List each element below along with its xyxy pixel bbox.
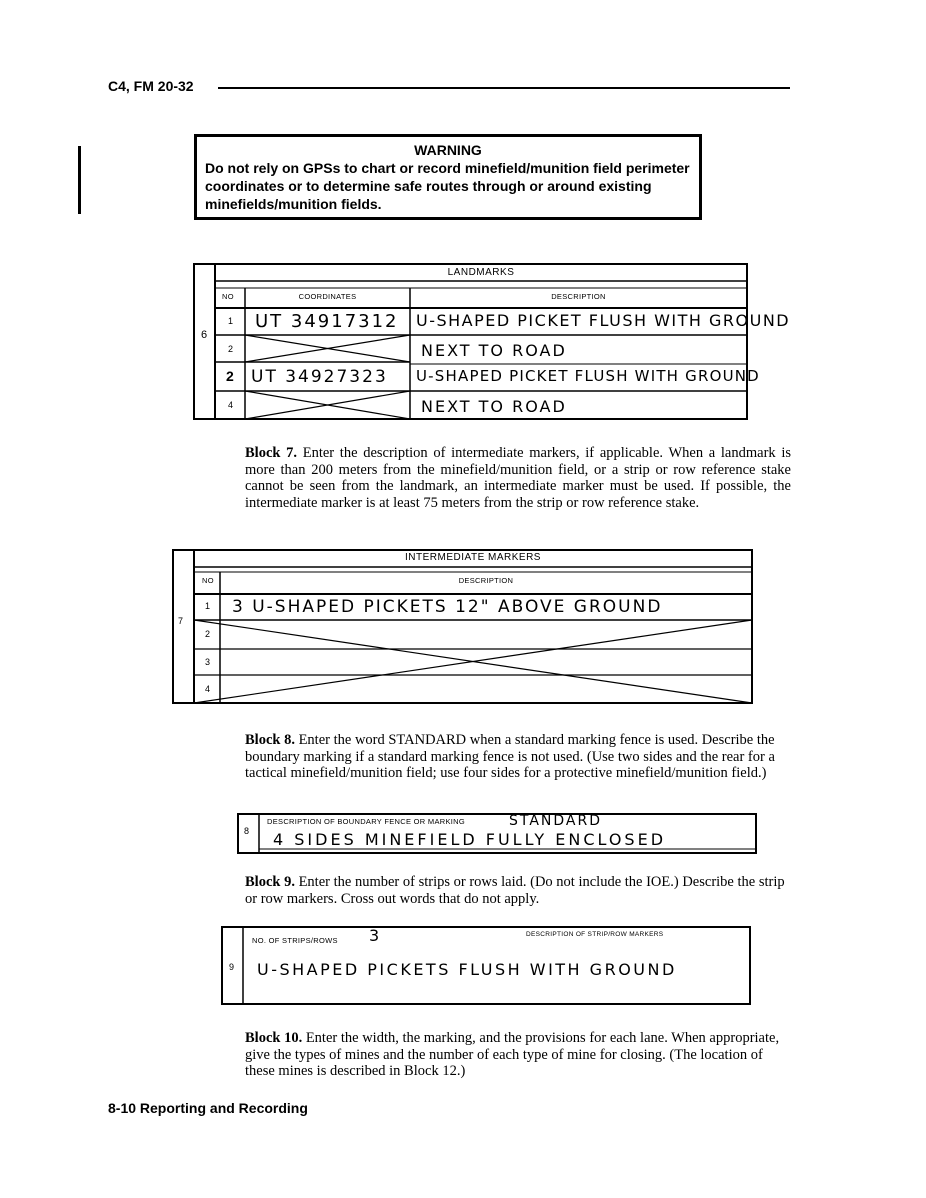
row-no: 3	[205, 657, 211, 667]
row-no: 1	[205, 601, 211, 611]
col-header-coordinates: COORDINATES	[298, 292, 357, 301]
form-title: INTERMEDIATE MARKERS	[405, 552, 541, 563]
row-no: 4	[228, 400, 234, 410]
coordinates-value: UT 34917312	[255, 311, 399, 332]
description-value: NEXT TO ROAD	[421, 341, 567, 360]
description-value: U-SHAPED PICKET FLUSH WITH GROUND	[416, 311, 791, 330]
strip-description: U-SHAPED PICKETS FLUSH WITH GROUND	[257, 960, 677, 979]
block10-paragraph	[245, 1030, 791, 1080]
block-number: 9	[229, 962, 235, 972]
block-number: 7	[178, 616, 184, 626]
col-header-description: DESCRIPTION	[551, 292, 606, 301]
intermediate-grid	[172, 549, 756, 705]
block-label: Block 8.	[245, 732, 295, 748]
row-no: 4	[205, 684, 211, 694]
block-number: 8	[244, 826, 250, 836]
block-number: 6	[201, 329, 208, 341]
row-no: 2	[226, 368, 234, 384]
row-no: 1	[228, 316, 234, 326]
block7-paragraph	[245, 445, 791, 511]
landmarks-form	[193, 263, 791, 421]
header-rule	[218, 87, 790, 89]
page-footer: 8-10 Reporting and Recording	[108, 1100, 308, 1116]
coordinates-value: UT 34927323	[251, 367, 388, 387]
change-bar	[78, 146, 81, 214]
col-header-no: NO	[202, 576, 214, 585]
boundary-value: 4 SIDES MINEFIELD FULLY ENCLOSED	[273, 830, 667, 849]
doc-header: C4, FM 20-32	[108, 78, 194, 94]
block-text: Enter the width, the marking, and the provisions for each lane. When appropriate, give the types of mines and the number of each type of mine for closing. (The location of these mines is described in Block 12.)	[245, 1030, 780, 1079]
description-value: NEXT TO ROAD	[421, 397, 567, 416]
block-label: Block 7.	[245, 445, 298, 461]
boundary-form	[237, 813, 759, 855]
strips-form	[221, 926, 753, 1006]
block-text: Enter the description of intermediate markers, if applicable. When a landmark is more than 200 meters from the minefield/munition field, or a strip or row reference stake cannot be seen from the landmark, an intermediate marker must be used. If possible, the intermediate marker is at least 75 meters from the strip or row reference stake.	[245, 445, 792, 511]
block-text: Enter the number of strips or rows laid. (Do not include the IOE.) Describe the strip or row markers. Cross out words that do not apply.	[245, 874, 785, 907]
block9-paragraph	[245, 874, 791, 907]
boundary-value: STANDARD	[509, 813, 603, 829]
strip-count: 3	[369, 926, 382, 945]
col-header-description: DESCRIPTION	[458, 576, 514, 585]
description-value: U-SHAPED PICKET FLUSH WITH GROUND	[416, 367, 760, 385]
intermediate-form	[172, 549, 756, 705]
block-label: Block 9.	[245, 874, 295, 890]
warning-title: WARNING	[414, 142, 482, 158]
row-no: 2	[205, 629, 211, 639]
block8-paragraph	[245, 732, 791, 782]
field-label: NO. OF STRIPS/ROWS	[252, 936, 338, 945]
warning-text: Do not rely on GPSs to chart or record minefield/munition field perimeter coordinates or to determine safe routes through or around existing minefields/munition fields.	[205, 160, 690, 212]
warning-box	[194, 134, 702, 220]
block-label: Block 10.	[245, 1030, 303, 1046]
col-header-no: NO	[222, 292, 234, 301]
field-label: DESCRIPTION OF STRIP/ROW MARKERS	[526, 931, 664, 938]
row-no: 2	[228, 344, 234, 354]
field-label: DESCRIPTION OF BOUNDARY FENCE OR MARKING	[267, 817, 465, 826]
form-title: LANDMARKS	[447, 267, 515, 278]
description-value: 3 U-SHAPED PICKETS 12" ABOVE GROUND	[232, 597, 663, 617]
block-text: Enter the word STANDARD when a standard marking fence is used. Describe the boundary marking if a standard marking fence is not used. (Use two sides and the rear for a tactical minefield/munition field; use four sides for a protective minefield/munition field.)	[245, 732, 775, 781]
